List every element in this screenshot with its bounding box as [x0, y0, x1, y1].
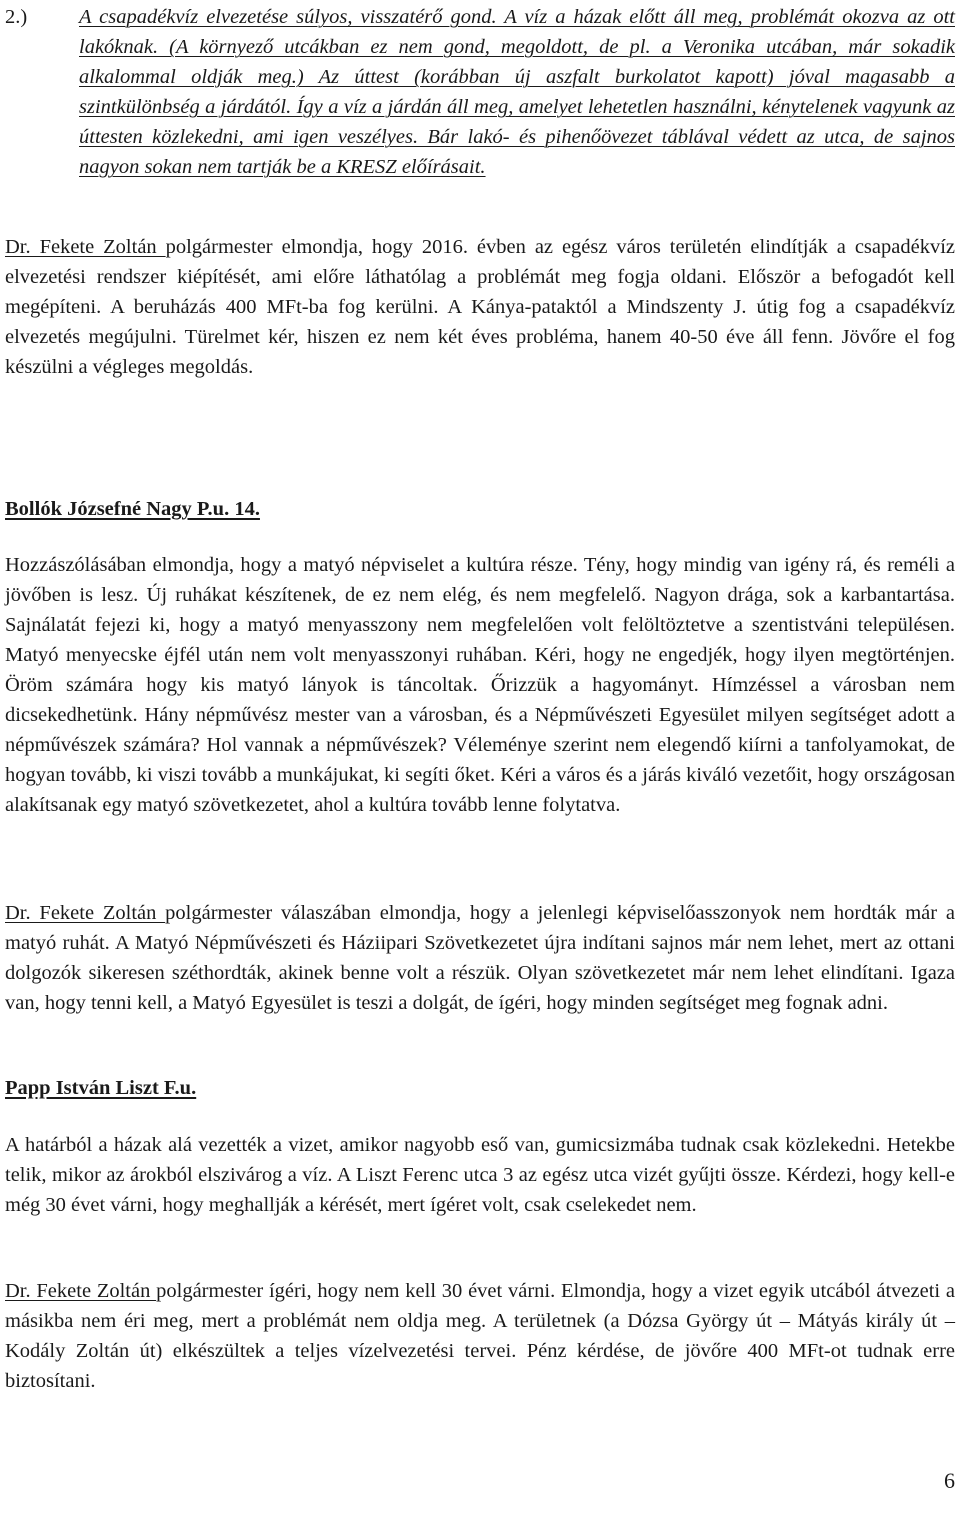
speaker-name: Dr. Fekete Zoltán	[5, 236, 166, 258]
comment-2: A határból a házak alá vezették a vizet, amikor nagyobb eső van, gumicsizmába tudnak csak közlekedni. Hetekbe telik, mikor az árokból elszivárog a víz. A Liszt Ferenc utca 3 az egész utca vizét gyűjti össze. Kérdezi, hogy kell-e még 30 évet várni, hogy meghallják a kérését, mert ígéret volt, csak cselekedet nem.	[5, 1134, 955, 1216]
reply-text: polgármester ígéri, hogy nem kell 30 évet várni. Elmondja, hogy a vizet egyik utcából átvezeti a másikba nem éri meg, mert a problémát nem oldja meg. A területnek (a Dózsa György út – Mátyás király út – Kodály Zoltán út) elkészültek a teljes vízelvezetési tervei. Pénz kérdése, de jövőre 400 MFt-ot tudnak erre biztosítani.	[5, 1280, 956, 1392]
reply-text: polgármester válaszában elmondja, hogy a jelenlegi képviselőasszonyok nem hordták már a matyó ruhát. A Matyó Népművészeti és Háziipari Szövetkezetet újra indítani sajnos már nem lehet, mert az ottani dolgozók sikeresen széthordták, akinek benne volt a részük. Olyan szövetkezetet már nem lehet elindítani. Igaza van, hogy tenni kell, a Matyó Egyesület is teszi a dolgát, de ígéri, hogy minden segítséget meg fognak adni.	[5, 902, 956, 1014]
speaker-name: Dr. Fekete Zoltán	[5, 902, 166, 924]
mayor-reply-2	[5, 898, 955, 1018]
mayor-reply-3	[5, 1276, 955, 1396]
item-number: 2.)	[5, 6, 28, 28]
speaker-name: Dr. Fekete Zoltán	[5, 1280, 157, 1302]
speaker-heading-2: Papp István Liszt F.u.	[5, 1077, 197, 1099]
mayor-reply-1	[5, 232, 955, 382]
speaker-heading-1: Bollók Józsefné Nagy P.u. 14.	[5, 498, 260, 520]
agenda-item-2	[5, 2, 955, 182]
item-text: A csapadékvíz elvezetése súlyos, visszatérő gond. A víz a házak előtt áll meg, problémát okozva az ott lakóknak. (A környező utcákban ez nem gond, megoldott, de pl. a Veronika utcában, már sokadik alkalommal oldják meg.) Az úttest (korábban új aszfalt burkolatot kapott) jóval magasabb a szintkülönbség a járdától. Így a víz a járdán áll meg, amelyet lehetetlen használni, kénytelenek vagyunk az úttesten közlekedni, ami igen veszélyes. Bár lakó- és pihenőövezet táblával védett az utca, de sajnos nagyon sokan nem tartják be a KRESZ előírásait.	[79, 6, 955, 178]
reply-text: polgármester elmondja, hogy 2016. évben az egész város területén elindítják a csapadékvíz elvezetési rendszer kiépítését, ami előre láthatólag a problémát meg fogja oldani. Először a befogadót kell megépíteni. A beruházás 400 MFt-ba fog kerülni. A Kánya-pataktól a Mindszenty J. útig fog a csapadékvíz elvezetés megújulni. Türelmet kér, hiszen ez nem két éves probléma, hanem 40-50 éve áll fenn. Jövőre el fog készülni a végleges megoldás.	[5, 236, 955, 378]
page-number: 6	[944, 1468, 955, 1493]
comment-1: Hozzászólásában elmondja, hogy a matyó népviselet a kultúra része. Tény, hogy mindig van igény rá, és reméli a jövőben is lesz. Új ruhákat készítenek, de ez nem elég, és nem megfelelő. Nagyon drága, sok a karbantartása. Sajnálatát fejezi ki, hogy a matyó menyasszony nem megfelelően volt felöltöztetve a szentistváni településen. Matyó menyecske éjfél után nem volt menyasszonyi ruhában. Kéri, hogy ne engedjék, hogy ilyen megtörténjen. Öröm számára hogy kis matyó lányok is táncoltak. Őrizzük a hagyományt. Hímzéssel a városban nem dicsekedhetünk. Hány népművész mester van a városban, és a Népművészeti Egyesület milyen segítséget adott a népművészek számára? Hol vannak a népművészek? Véleménye szerint nem elegendő kiírni a tanfolyamokat, de hogyan tovább, ki viszi tovább a munkájukat, ki segíti őket. Kéri a város és a járás kiváló vezetőit, hogy országosan alakítsanak egy matyó szövetkezetet, ahol a kultúra tovább lenne folytatva.	[5, 554, 955, 816]
